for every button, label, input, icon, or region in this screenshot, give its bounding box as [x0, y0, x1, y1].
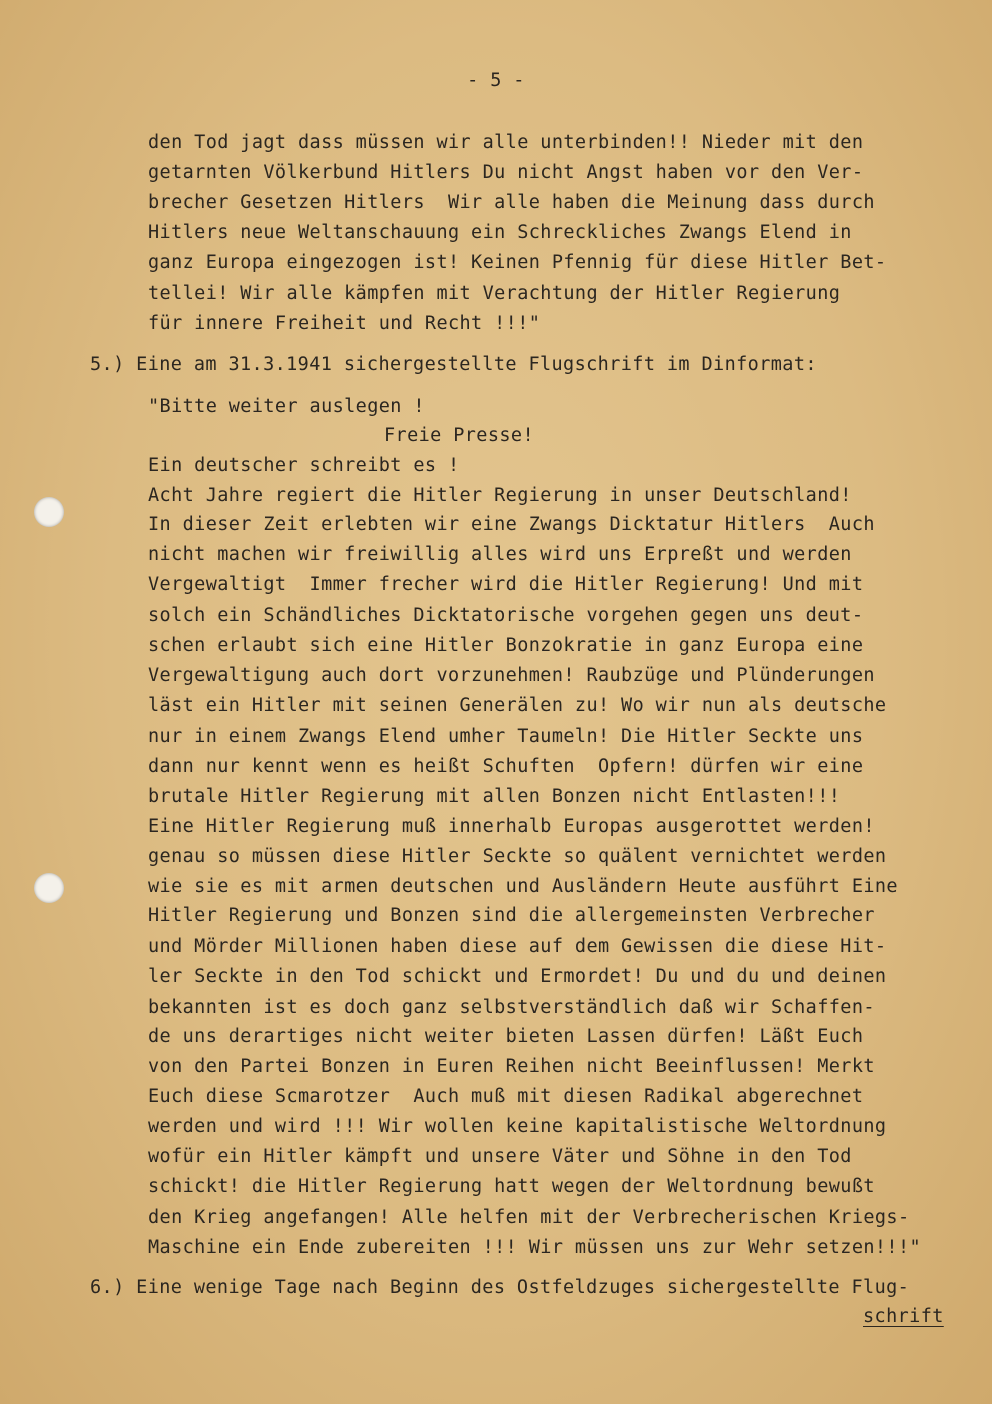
text-line: getarnten Völkerbund Hitlers Du nicht Angst haben vor den Ver-	[148, 162, 864, 183]
text-line: solch ein Schändliches Dicktatorische vorgehen gegen uns deut-	[148, 605, 864, 626]
text-line: schen erlaubt sich eine Hitler Bonzokratie in ganz Europa eine	[148, 635, 864, 656]
text-line: Vergewaltigt Immer frecher wird die Hitler Regierung! Und mit	[148, 574, 864, 595]
text-line: Hitler Regierung und Bonzen sind die allergemeinsten Verbrecher	[148, 905, 875, 926]
text-line: von den Partei Bonzen in Euren Reihen nicht Beeinflussen! Merkt	[148, 1056, 875, 1077]
item-6-heading: 6.) Eine wenige Tage nach Beginn des Ostfeldzuges sichergestellte Flug-	[90, 1277, 910, 1298]
page-number: - 5 -	[467, 70, 525, 91]
text-line: ler Seckte in den Tod schickt und Ermordet! Du und du und deinen	[148, 966, 887, 987]
text-line: schickt! die Hitler Regierung hatt wegen der Weltordnung bewußt	[148, 1176, 875, 1197]
leaflet-opening-line: "Bitte weiter auslegen !	[148, 396, 425, 417]
text-line: nicht machen wir freiwillig alles wird uns Erpreßt und werden	[148, 544, 852, 565]
text-line: werden und wird !!! Wir wollen keine kapitalistische Weltordnung	[148, 1116, 887, 1137]
punch-hole	[34, 497, 64, 527]
text-line: wie sie es mit armen deutschen und Ausländern Heute ausführt Eine	[148, 876, 898, 897]
text-line: Maschine ein Ende zubereiten !!! Wir müssen uns zur Wehr setzen!!!"	[148, 1237, 922, 1258]
text-line: bekannten ist es doch ganz selbstverständlich daß wir Schaffen-	[148, 997, 875, 1018]
text-line: dann nur kennt wenn es heißt Schuften Opfern! dürfen wir eine	[148, 756, 864, 777]
text-line: In dieser Zeit erlebten wir eine Zwangs Dicktatur Hitlers Auch	[148, 514, 875, 535]
text-line: Vergewaltigung auch dort vorzunehmen! Raubzüge und Plünderungen	[148, 665, 875, 686]
text-line: brutale Hitler Regierung mit allen Bonzen nicht Entlasten!!!	[148, 786, 841, 807]
text-line: nur in einem Zwangs Elend umher Taumeln! Die Hitler Seckte uns	[148, 726, 864, 747]
text-line: den Krieg angefangen! Alle helfen mit der Verbrecherischen Kriegs-	[148, 1207, 910, 1228]
text-line: wofür ein Hitler kämpft und unsere Väter und Söhne in den Tod	[148, 1146, 852, 1167]
text-line: für innere Freiheit und Recht !!!"	[148, 313, 541, 334]
item-5-heading: 5.) Eine am 31.3.1941 sichergestellte Flugschrift im Dinformat:	[90, 354, 817, 375]
text-line: genau so müssen diese Hitler Seckte so quälent vernichtet werden	[148, 846, 887, 867]
text-line: brecher Gesetzen Hitlers Wir alle haben die Meinung dass durch	[148, 192, 875, 213]
text-line: de uns derartiges nicht weiter bieten Lassen dürfen! Läßt Euch	[148, 1026, 864, 1047]
text-line: Acht Jahre regiert die Hitler Regierung in unser Deutschland!	[148, 485, 852, 506]
text-line: Ein deutscher schreibt es !	[148, 455, 460, 476]
text-line: den Tod jagt dass müssen wir alle unterbinden!! Nieder mit den	[148, 132, 864, 153]
text-line: Eine Hitler Regierung muß innerhalb Europas ausgerottet werden!	[148, 816, 875, 837]
text-line: Hitlers neue Weltanschauung ein Schreckliches Zwangs Elend in	[148, 222, 852, 243]
text-line: tellei! Wir alle kämpfen mit Verachtung der Hitler Regierung	[148, 283, 841, 304]
punch-hole	[34, 873, 64, 903]
text-line: läst ein Hitler mit seinen Generälen zu! Wo wir nun als deutsche	[148, 695, 887, 716]
item-6-continuation: schrift	[863, 1306, 944, 1327]
text-line: und Mörder Millionen haben diese auf dem Gewissen die diese Hit-	[148, 936, 887, 957]
leaflet-title: Freie Presse!	[384, 425, 534, 446]
text-line: Euch diese Scmarotzer Auch muß mit diesen Radikal abgerechnet	[148, 1086, 864, 1107]
text-line: ganz Europa eingezogen ist! Keinen Pfennig für diese Hitler Bet-	[148, 252, 887, 273]
